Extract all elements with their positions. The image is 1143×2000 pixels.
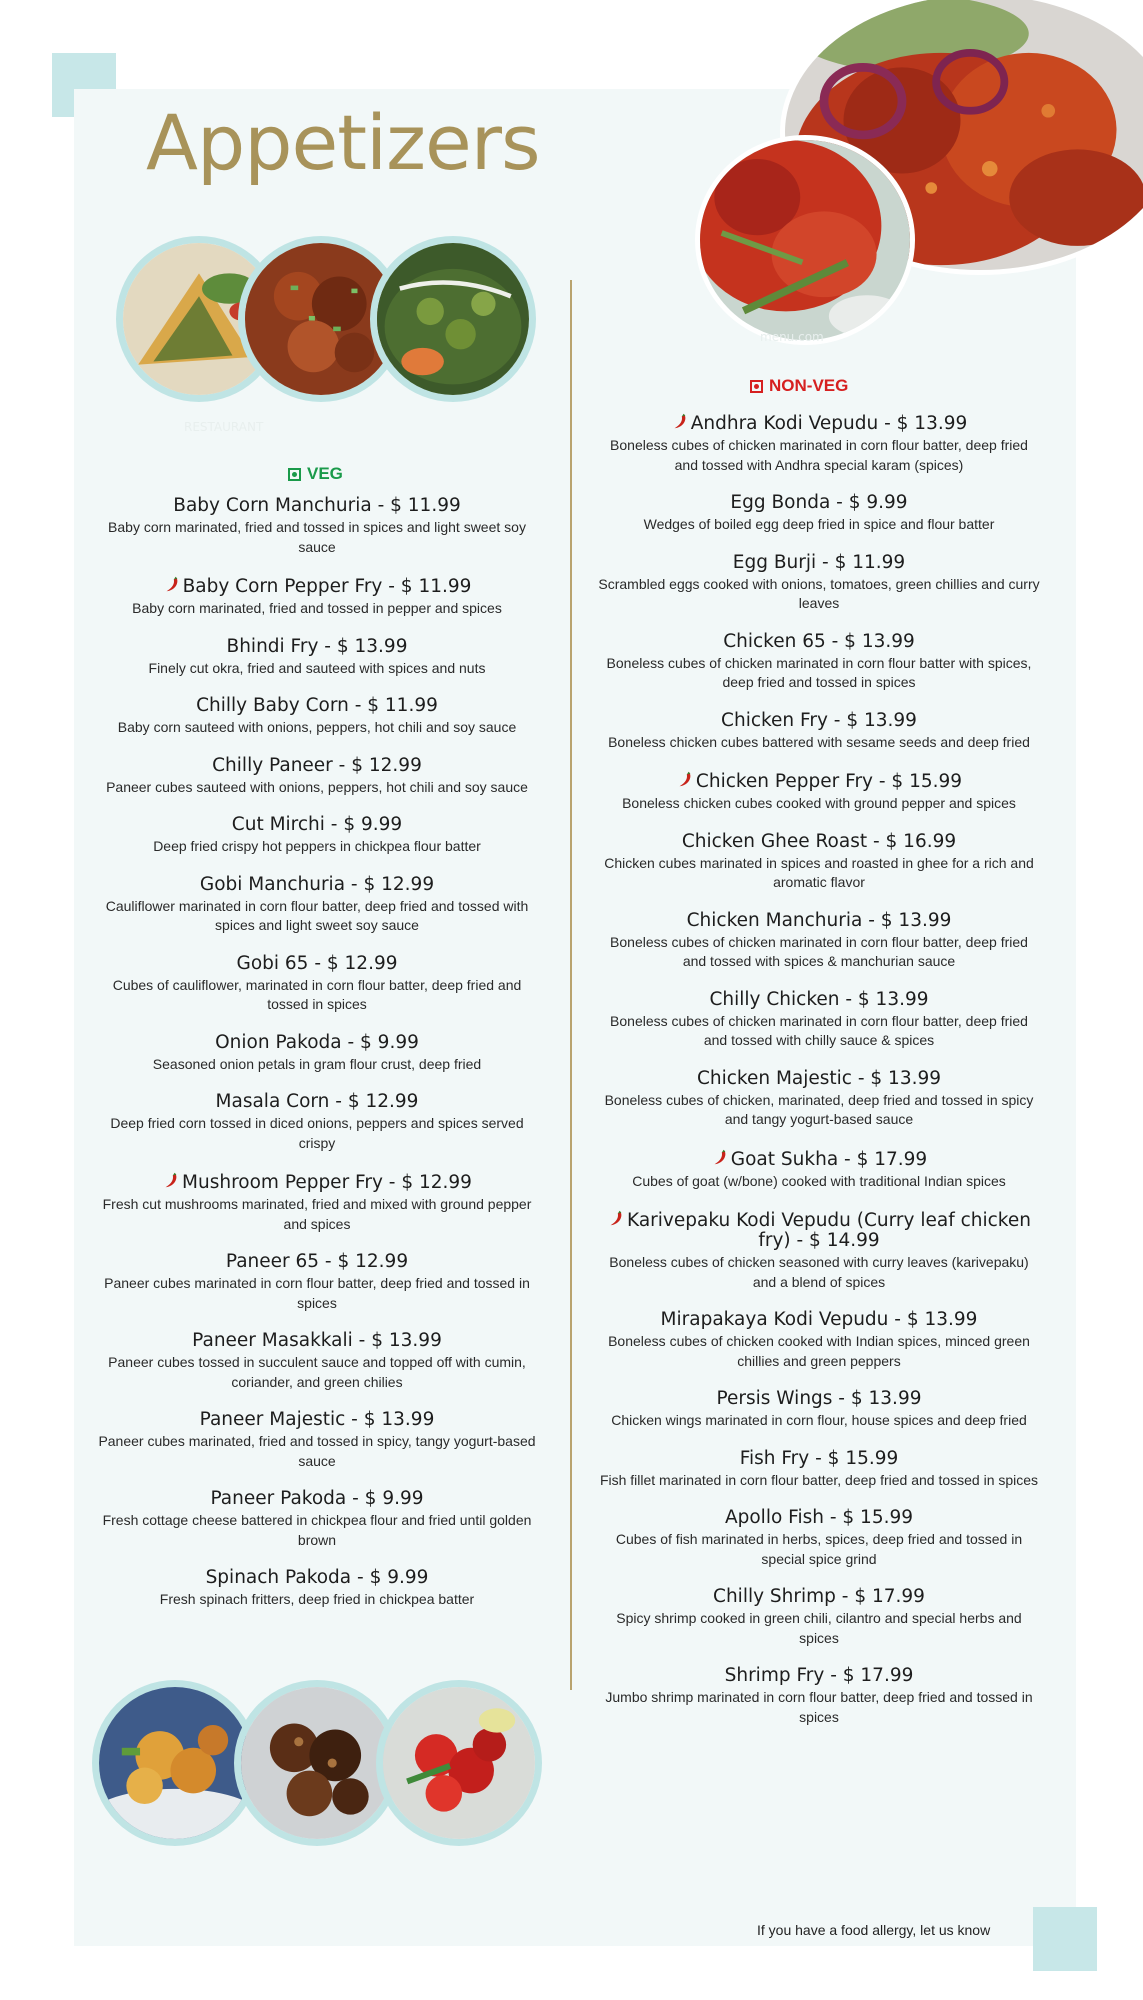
nonveg-photo-chicken-65 <box>376 1680 542 1846</box>
menu-item <box>96 1171 538 1234</box>
nonveg-section-label: NON-VEG <box>750 376 848 396</box>
menu-item-name: Chicken Pepper Fry - $ 15.99 <box>695 771 963 792</box>
menu-item-description: Cubes of cauliflower, marinated in corn flour batter, deep fried and tossed in spices <box>112 976 522 1012</box>
menu-item-description: Boneless cubes of chicken marinated in corn flour batter with spices, deep fried and tossed in spices <box>606 654 1032 690</box>
menu-item <box>96 1410 538 1471</box>
menu-item <box>598 1449 1040 1491</box>
menu-item-title <box>96 954 538 974</box>
menu-item-description: Deep fried crispy hot peppers in chickpea flour batter <box>153 838 481 854</box>
menu-item-name: Paneer Majestic - $ 13.99 <box>199 1409 435 1430</box>
menu-item-description: Fresh cut mushrooms marinated, fried and mixed with ground pepper and spices <box>102 1196 532 1232</box>
menu-item <box>598 493 1040 535</box>
chili-spicy-icon <box>163 575 181 593</box>
menu-item-title <box>96 1252 538 1272</box>
menu-item <box>598 1310 1040 1371</box>
chili-spicy-icon <box>671 412 689 430</box>
menu-item-description: Baby corn sauteed with onions, peppers, hot chili and soy sauce <box>117 719 517 735</box>
menu-item <box>598 711 1040 753</box>
menu-item <box>598 1508 1040 1569</box>
menu-item-description: Boneless chicken cubes cooked with ground pepper and spices <box>622 795 1016 811</box>
menu-item-description: Cubes of fish marinated in herbs, spices, deep fried and tossed in special spice grind <box>615 1531 1023 1567</box>
menu-item <box>598 1587 1040 1648</box>
menu-item-name: Chicken Majestic - $ 13.99 <box>696 1067 942 1089</box>
menu-item <box>598 832 1040 893</box>
menu-item-title <box>598 1069 1040 1089</box>
menu-item-description: Cubes of goat (w/bone) cooked with traditional Indian spices <box>632 1172 1006 1189</box>
menu-item-name: Spinach Pakoda - $ 9.99 <box>205 1567 429 1588</box>
column-divider <box>570 280 572 1690</box>
menu-item-title <box>598 412 1040 434</box>
menu-item-description: Scrambled eggs cooked with onions, tomatoes, green chillies and curry leaves <box>598 575 1040 611</box>
menu-item-title <box>598 1209 1040 1251</box>
menu-item-description: Cauliflower marinated in corn flour batter, deep fried and tossed with spices and light sweet soy sauce <box>105 897 529 933</box>
menu-item-name: Cut Mirchi - $ 9.99 <box>231 814 403 835</box>
veg-items-list <box>96 496 538 1628</box>
menu-item-name: Mirapakaya Kodi Vepudu - $ 13.99 <box>660 1309 978 1330</box>
menu-item-description: Paneer cubes tossed in succulent sauce and topped off with cumin, coriander, and green chilies <box>108 1354 526 1390</box>
menu-item-description: Paneer cubes sauteed with onions, peppers, hot chili and soy sauce <box>106 778 528 795</box>
menu-item-title <box>598 493 1040 513</box>
menu-item-description: Boneless cubes of chicken marinated in corn flour batter, deep fried and tossed with spices & manchurian sauce <box>610 933 1028 969</box>
menu-item <box>96 496 538 557</box>
watermark-left: RESTAURANT <box>184 420 264 434</box>
watermark-right: menu.com <box>760 330 824 344</box>
menu-item-title <box>598 1587 1040 1607</box>
menu-item-name: Chilly Paneer - $ 12.99 <box>212 754 422 776</box>
menu-item <box>598 553 1040 614</box>
menu-item-title <box>96 815 538 835</box>
menu-item-description: Chicken wings marinated in corn flour, house spices and deep fried <box>611 1412 1027 1428</box>
allergy-note: If you have a food allergy, let us know <box>757 1922 991 1938</box>
menu-item-title <box>96 1033 538 1053</box>
menu-item-name: Goat Sukha - $ 17.99 <box>730 1148 928 1170</box>
menu-item-description: Boneless cubes of chicken seasoned with curry leaves (karivepaku) and a blend of spices <box>609 1254 1029 1290</box>
menu-item-description: Jumbo shrimp marinated in corn flour batter, deep fried and tossed in spices <box>605 1689 1033 1725</box>
menu-item-title <box>96 1092 538 1112</box>
nonveg-items-list <box>598 412 1040 1745</box>
menu-item-name: Baby Corn Manchuria - $ 11.99 <box>173 495 461 516</box>
chili-spicy-icon <box>711 1148 729 1166</box>
menu-item <box>598 1666 1040 1727</box>
menu-item <box>598 632 1040 693</box>
menu-item-title <box>598 1389 1040 1409</box>
menu-item-description: Chicken cubes marinated in spices and roasted in ghee for a rich and aromatic flavor <box>604 854 1034 890</box>
menu-item-name: Shrimp Fry - $ 17.99 <box>724 1665 914 1686</box>
menu-item-description: Fish fillet marinated in corn flour batter, deep fried and tossed in spices <box>599 1471 1039 1488</box>
menu-item-title <box>598 632 1040 652</box>
menu-item-name: Mushroom Pepper Fry - $ 12.99 <box>182 1172 472 1193</box>
hero-photo-chicken-65 <box>695 135 915 345</box>
menu-item <box>96 815 538 857</box>
menu-item-description: Finely cut okra, fried and sauteed with spices and nuts <box>148 659 486 676</box>
menu-item-title <box>598 553 1040 573</box>
menu-item <box>96 1331 538 1392</box>
menu-item <box>96 875 538 936</box>
menu-item <box>96 1252 538 1313</box>
menu-item-name: Karivepaku Kodi Vepudu (Curry leaf chicken fry) - $ 14.99 <box>627 1210 1031 1251</box>
menu-item-name: Masala Corn - $ 12.99 <box>215 1091 419 1112</box>
menu-item-description: Fresh cottage cheese battered in chickpea flour and fried until golden brown <box>102 1512 532 1548</box>
veg-photo-bhindi-fry <box>370 236 536 402</box>
veg-symbol-icon <box>288 468 301 481</box>
menu-item <box>96 954 538 1015</box>
menu-item-name: Andhra Kodi Vepudu - $ 13.99 <box>690 413 968 434</box>
menu-item <box>96 575 538 619</box>
menu-item-title <box>96 637 538 657</box>
menu-item <box>598 770 1040 814</box>
menu-item-description: Paneer cubes marinated, fried and tossed in spicy, tangy yogurt-based sauce <box>98 1433 536 1469</box>
menu-item-title <box>96 1568 538 1588</box>
menu-item-description: Baby corn marinated, fried and tossed in pepper and spices <box>132 600 502 616</box>
menu-item <box>96 756 538 798</box>
menu-item-name: Chilly Shrimp - $ 17.99 <box>713 1586 925 1607</box>
chili-spicy-icon <box>607 1209 625 1227</box>
menu-item-name: Chicken Manchuria - $ 13.99 <box>686 909 952 931</box>
menu-item-description: Boneless cubes of chicken, marinated, deep fried and tossed in spicy and tangy yogurt-based sauce <box>604 1091 1034 1127</box>
menu-item-name: Persis Wings - $ 13.99 <box>716 1388 922 1409</box>
menu-item <box>96 1033 538 1075</box>
menu-item-description: Boneless cubes of chicken marinated in corn flour batter, deep fried and tossed with chilly sauce & spices <box>610 1012 1028 1048</box>
menu-item-description: Wedges of boiled egg deep fried in spice and flour batter <box>643 516 995 532</box>
menu-item-title <box>598 1449 1040 1469</box>
menu-item-title <box>598 911 1040 931</box>
menu-item <box>96 637 538 679</box>
page-title: Appetizers <box>146 98 540 187</box>
menu-item-name: Paneer Pakoda - $ 9.99 <box>210 1488 424 1509</box>
menu-item-description: Fresh spinach fritters, deep fried in chickpea batter <box>159 1591 475 1607</box>
menu-item-name: Bhindi Fry - $ 13.99 <box>226 635 408 657</box>
menu-item-description: Boneless cubes of chicken marinated in corn flour batter, deep fried and tossed with Andhra special karam (spices) <box>610 437 1028 473</box>
menu-item-description: Boneless chicken cubes battered with sesame seeds and deep fried <box>608 733 1030 750</box>
menu-item-name: Egg Bonda - $ 9.99 <box>730 492 908 513</box>
menu-item-title <box>96 1410 538 1430</box>
decorative-square-bottom <box>1033 1907 1097 1971</box>
menu-item-title <box>96 875 538 895</box>
menu-item-description: Spicy shrimp cooked in green chili, cilantro and special herbs and spices <box>616 1610 1022 1646</box>
menu-item-name: Gobi 65 - $ 12.99 <box>236 952 398 974</box>
menu-item-name: Chilly Chicken - $ 13.99 <box>709 988 929 1010</box>
menu-item-title <box>598 770 1040 792</box>
menu-item-title <box>96 496 538 516</box>
menu-item-title <box>96 1171 538 1193</box>
menu-item-name: Apollo Fish - $ 15.99 <box>724 1507 914 1528</box>
chili-spicy-icon <box>162 1171 180 1189</box>
menu-item-title <box>598 711 1040 731</box>
menu-item-title <box>598 832 1040 852</box>
menu-item-description: Baby corn marinated, fried and tossed in spices and light sweet soy sauce <box>108 519 526 555</box>
menu-item <box>96 1568 538 1610</box>
menu-item-description: Paneer cubes marinated in corn flour batter, deep fried and tossed in spices <box>104 1275 530 1311</box>
menu-item <box>96 1489 538 1550</box>
menu-item <box>598 911 1040 972</box>
chili-spicy-icon <box>676 770 694 788</box>
menu-item-name: Paneer 65 - $ 12.99 <box>225 1251 409 1272</box>
menu-item <box>598 1069 1040 1130</box>
non-veg-symbol-icon <box>750 380 763 393</box>
menu-item <box>598 1148 1040 1192</box>
menu-item-name: Chicken 65 - $ 13.99 <box>723 630 915 652</box>
menu-item-name: Egg Burji - $ 11.99 <box>732 551 906 573</box>
menu-item <box>598 1209 1040 1292</box>
menu-item <box>598 1389 1040 1431</box>
menu-item-title <box>598 1508 1040 1528</box>
menu-item <box>598 412 1040 475</box>
menu-item-description: Deep fried corn tossed in diced onions, peppers and spices served crispy <box>110 1115 524 1151</box>
menu-item <box>598 990 1040 1051</box>
menu-item-title <box>598 1310 1040 1330</box>
menu-item-name: Onion Pakoda - $ 9.99 <box>215 1031 419 1053</box>
menu-item-title <box>96 756 538 776</box>
menu-item-title <box>96 696 538 716</box>
menu-item-name: Fish Fry - $ 15.99 <box>739 1447 899 1469</box>
menu-item-name: Baby Corn Pepper Fry - $ 11.99 <box>182 576 472 597</box>
menu-item-title <box>96 1331 538 1351</box>
menu-item <box>96 1092 538 1153</box>
menu-item-name: Chicken Ghee Roast - $ 16.99 <box>681 830 957 852</box>
menu-item-title <box>598 1148 1040 1170</box>
menu-item-title <box>96 575 538 597</box>
menu-item-description: Boneless cubes of chicken cooked with Indian spices, minced green chillies and green peppers <box>608 1333 1030 1369</box>
veg-section-label: VEG <box>288 464 343 484</box>
menu-item-description: Seasoned onion petals in gram flour crust, deep fried <box>152 1055 482 1072</box>
menu-item-name: Gobi Manchuria - $ 12.99 <box>199 873 435 895</box>
menu-item-title <box>96 1489 538 1509</box>
menu-item-name: Paneer Masakkali - $ 13.99 <box>192 1330 442 1351</box>
menu-item-name: Chilly Baby Corn - $ 11.99 <box>196 695 438 716</box>
menu-item-name: Chicken Fry - $ 13.99 <box>721 709 917 731</box>
menu-item-title <box>598 990 1040 1010</box>
menu-item-title <box>598 1666 1040 1686</box>
menu-item <box>96 696 538 738</box>
